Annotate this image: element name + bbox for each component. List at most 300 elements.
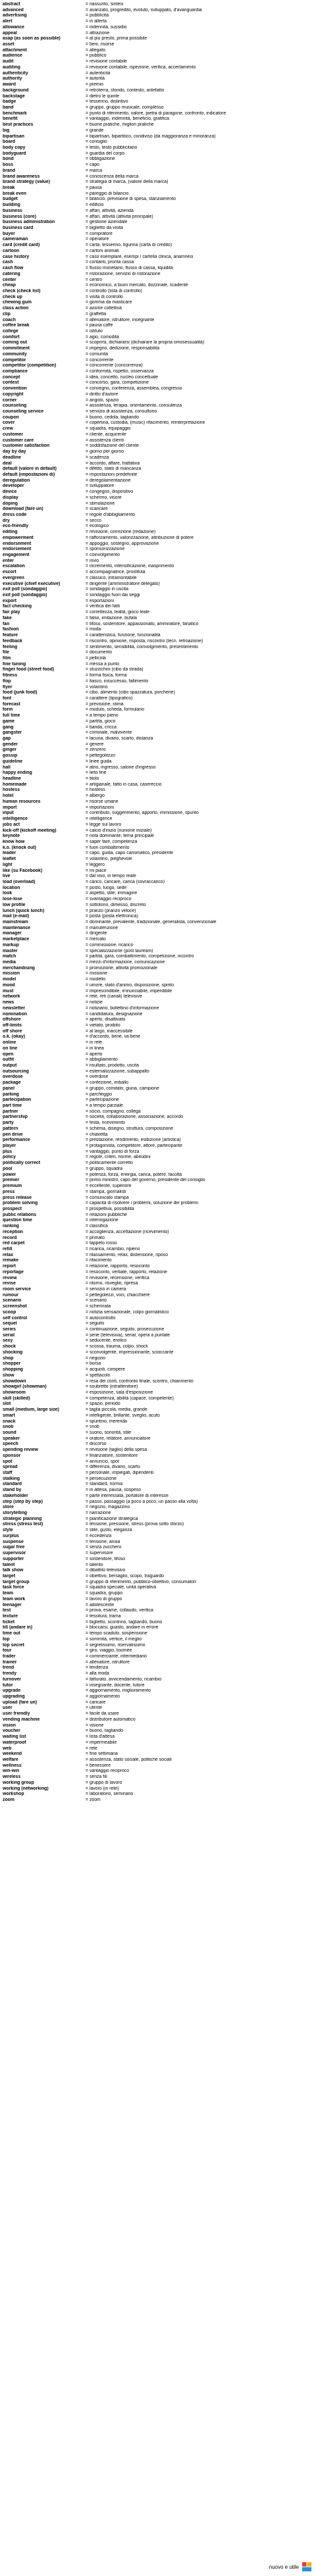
italian-translation: = pubblicità <box>86 13 109 18</box>
italian-translation: = schermata <box>86 1304 111 1309</box>
glossary-row <box>3 19 286 25</box>
italian-translation: = prestazione, rendimento, esibizione (artistica) <box>86 1138 181 1143</box>
glossary-row <box>3 1396 286 1402</box>
english-term: revise <box>3 1281 16 1286</box>
glossary-row <box>3 1563 286 1569</box>
english-term: upload (fare un) <box>3 1700 38 1705</box>
english-term: sugar free <box>3 1545 25 1550</box>
glossary-row <box>3 88 286 94</box>
glossary-row <box>3 742 286 748</box>
glossary-row <box>3 542 286 547</box>
italian-translation: = relazioni pubbliche <box>86 1212 128 1217</box>
english-term: smart <box>3 1413 15 1418</box>
italian-translation: = premio <box>86 82 104 88</box>
italian-translation: = al largo, inaccessibile <box>86 1028 133 1034</box>
glossary-row <box>3 36 286 42</box>
italian-translation: = attrazione <box>86 30 110 36</box>
glossary-row <box>3 1276 286 1282</box>
glossary-row <box>3 667 286 673</box>
english-term: audience <box>3 53 22 59</box>
italian-translation: = agio, comodità <box>86 334 119 340</box>
italian-translation: = vantaggio reciproco <box>86 1769 130 1774</box>
italian-translation: = resoconto, verbale, rapporto, relazione <box>86 1269 167 1275</box>
italian-translation: = sondaggio in uscita <box>86 587 128 592</box>
english-term: red carpet <box>3 1241 25 1246</box>
english-term: clip <box>3 311 11 316</box>
glossary-row <box>3 536 286 542</box>
english-term: look <box>3 891 13 896</box>
english-term: package <box>3 1080 21 1086</box>
glossary-row <box>3 220 286 226</box>
glossary-row <box>3 1580 286 1586</box>
italian-translation: = idea, concetto, nucleo concettuale <box>86 374 159 380</box>
glossary-row <box>3 920 286 926</box>
glossary-row <box>3 380 286 386</box>
italian-translation: = alla moda <box>86 1671 109 1677</box>
english-term: customer <box>3 432 24 437</box>
italian-translation: = commerciante, intermediario <box>86 1654 147 1659</box>
english-term: wireless <box>3 1775 21 1780</box>
english-term: player <box>3 1144 16 1149</box>
italian-translation: = allegato <box>86 47 106 53</box>
glossary-row <box>3 1648 286 1654</box>
english-term: budget <box>3 197 18 202</box>
italian-translation: = ricarica, ricambio, ripieno <box>86 1246 140 1251</box>
glossary-row <box>3 209 286 215</box>
glossary-row <box>3 1017 286 1023</box>
english-term: top secret <box>3 1642 24 1648</box>
italian-translation: = flusso monetario, flusso di cassa, liquidità <box>86 266 173 271</box>
italian-translation: = in rete <box>86 1040 103 1046</box>
glossary-row <box>3 1115 286 1121</box>
english-term: business (core) <box>3 214 36 219</box>
glossary-row <box>3 139 286 145</box>
english-term: headline <box>3 776 21 782</box>
glossary-row <box>3 1029 286 1035</box>
english-term: coming out <box>3 340 28 345</box>
italian-translation: = falso, imitazione, bufala <box>86 615 137 620</box>
glossary-row <box>3 461 286 467</box>
italian-translation: = capo <box>86 163 99 168</box>
italian-translation: = obbligazione <box>86 157 115 162</box>
italian-translation: = posta (posta elettronica) <box>86 914 138 919</box>
english-term: overdose <box>3 1074 23 1080</box>
glossary-row <box>3 966 286 972</box>
english-term: guideline <box>3 759 23 764</box>
italian-translation: = albergo <box>86 794 105 799</box>
glossary-row <box>3 633 286 639</box>
english-term: competitor (competition) <box>3 363 57 368</box>
english-term: exit poll (sondaggio) <box>3 593 47 598</box>
glossary-row <box>3 1264 286 1270</box>
english-term: bipartisan <box>3 134 24 139</box>
glossary-row <box>3 1356 286 1362</box>
glossary-row <box>3 403 286 409</box>
english-term: pool <box>3 1166 13 1171</box>
english-term: case history <box>3 254 30 259</box>
glossary-row <box>3 1769 286 1775</box>
english-term: leaflet <box>3 857 16 862</box>
glossary-row <box>3 1034 286 1040</box>
italian-translation: = controllo (lista di controllo) <box>86 288 142 293</box>
english-term: cameraman <box>3 237 28 242</box>
english-term: tour <box>3 1648 12 1654</box>
english-term: gossip <box>3 753 18 759</box>
english-term: skill (skilled) <box>3 1396 30 1401</box>
italian-translation: = taglia piccola, media, grande <box>86 1407 147 1413</box>
glossary-row <box>3 1603 286 1609</box>
italian-translation: = utente <box>86 1705 103 1711</box>
english-term: marketplace <box>3 937 30 942</box>
glossary-row <box>3 811 286 817</box>
glossary-row <box>3 1132 286 1138</box>
glossary-row <box>3 931 286 937</box>
english-term: supporter <box>3 1556 24 1561</box>
english-term: convention <box>3 386 27 391</box>
glossary-row <box>3 570 286 576</box>
glossary-row <box>3 639 286 645</box>
english-term: film <box>3 655 11 661</box>
italian-translation: = assistenza, stato sociale, politiche sociali <box>86 1757 172 1762</box>
glossary-row <box>3 1413 286 1419</box>
italian-translation: = soubrette (intrattenitore) <box>86 1384 138 1390</box>
english-term: review <box>3 1275 17 1280</box>
italian-translation: = overdose <box>86 1074 109 1080</box>
glossary-row <box>3 1660 286 1666</box>
italian-translation: = lista d'attesa <box>86 1734 115 1740</box>
italian-translation: = socio, compagno, collega <box>86 1109 141 1114</box>
glossary-row <box>3 1763 286 1769</box>
english-term: bodyguard <box>3 151 26 156</box>
glossary-row <box>3 266 286 272</box>
glossary-row <box>3 1448 286 1453</box>
english-term: test <box>3 1608 11 1613</box>
glossary-row <box>3 576 286 582</box>
glossary-row <box>3 1258 286 1264</box>
italian-translation: = aperto, disattivato <box>86 1017 126 1023</box>
english-term: screenshot <box>3 1304 27 1309</box>
glossary-row <box>3 1688 286 1694</box>
italian-translation: = sviluppatore <box>86 484 115 489</box>
italian-translation: = gruppo, gruppo musicale, complesso <box>86 105 164 110</box>
italian-translation: = gruppo, comitato, giuria, campione <box>86 1086 159 1091</box>
english-term: waterproof <box>3 1740 26 1745</box>
glossary-row <box>3 329 286 335</box>
english-term: check up <box>3 294 22 299</box>
italian-translation: = tesserino, distintivo <box>86 99 128 105</box>
italian-translation: = messa a punto <box>86 661 120 667</box>
english-term: default (valore in default) <box>3 467 57 472</box>
italian-translation: = sostenitore, tifoso <box>86 1556 125 1561</box>
glossary-row <box>3 1477 286 1482</box>
italian-translation: = volantino, pieghevole <box>86 857 132 862</box>
italian-translation: = politicamente corretto <box>86 1161 133 1166</box>
glossary-row <box>3 805 286 811</box>
glossary-row <box>3 954 286 960</box>
italian-translation: = schema, disegno, struttura, composizione <box>86 1126 174 1131</box>
english-term: feature <box>3 633 18 638</box>
english-term: export <box>3 598 17 603</box>
italian-translation: = banda, cricca <box>86 724 117 730</box>
english-term: contest <box>3 380 19 386</box>
glossary-row <box>3 960 286 966</box>
glossary-row <box>3 1327 286 1333</box>
italian-translation: = esternalizzazione, subappalto <box>86 1069 149 1074</box>
english-term: partnership <box>3 1115 28 1120</box>
glossary-row <box>3 673 286 679</box>
italian-translation: = appoggio, sostegno, approvazione <box>86 541 159 546</box>
english-term: board <box>3 139 16 145</box>
english-term: finger food (street food) <box>3 667 55 672</box>
english-term: flop <box>3 678 11 684</box>
glossary-row <box>3 455 286 461</box>
english-term: badge <box>3 99 16 105</box>
glossary-row <box>3 1281 286 1287</box>
english-term: k.o. (knock out) <box>3 845 36 850</box>
glossary-row <box>3 553 286 559</box>
english-term: low profile <box>3 902 26 907</box>
english-term: policy <box>3 1155 16 1160</box>
english-term: outfit <box>3 1057 14 1063</box>
italian-translation: = concorso, gara, competizione <box>86 380 149 386</box>
english-term: question time <box>3 1218 32 1223</box>
glossary-row <box>3 1012 286 1018</box>
glossary-row <box>3 1786 286 1792</box>
italian-translation: = zenzero <box>86 747 106 753</box>
glossary-row <box>3 2 286 8</box>
english-term: shop <box>3 1355 14 1361</box>
english-term: backstage <box>3 93 25 99</box>
italian-translation: = impegno, dedizione, responsabilità <box>86 346 160 351</box>
glossary-row <box>3 926 286 932</box>
italian-translation: = azione collettiva <box>86 306 122 311</box>
english-term: catering <box>3 271 20 276</box>
glossary-row <box>3 822 286 828</box>
english-term: shock <box>3 1344 16 1350</box>
italian-translation: = dibattito televisivo <box>86 1568 126 1573</box>
italian-translation: = dominante, prevalente, tradizionale, generalista, convenzionale <box>86 920 217 924</box>
glossary-row <box>3 1711 286 1717</box>
glossary-row <box>3 1184 286 1190</box>
italian-translation: = ristorazione, servizio di ristorazione <box>86 271 161 276</box>
english-term: award <box>3 82 16 88</box>
glossary-row <box>3 943 286 949</box>
glossary-row <box>3 1138 286 1144</box>
italian-translation: = primato <box>86 1235 105 1240</box>
english-term: report <box>3 1264 16 1269</box>
glossary-row <box>3 1092 286 1098</box>
english-term: prospect <box>3 1206 22 1211</box>
glossary-row <box>3 1551 286 1557</box>
glossary-row <box>3 1321 286 1327</box>
italian-translation: = seducente, erotico <box>86 1338 127 1344</box>
italian-translation: = ecologico <box>86 524 109 529</box>
italian-translation: = guardia del corpo <box>86 151 125 156</box>
english-term: off shore <box>3 1028 22 1034</box>
english-term: hostess <box>3 788 20 793</box>
glossary-row <box>3 1074 286 1080</box>
glossary-row <box>3 903 286 909</box>
italian-translation: = laboratorio, seminario <box>86 1792 134 1797</box>
glossary-row <box>3 656 286 662</box>
italian-translation: = servizio in camera <box>86 1287 126 1292</box>
italian-translation: = biglietto da visita <box>86 226 123 231</box>
glossary-row <box>3 1190 286 1196</box>
english-term: fine tuning <box>3 661 26 667</box>
english-term: boss <box>3 163 14 168</box>
english-term: exit poll (sondaggio) <box>3 587 47 592</box>
english-term: series <box>3 1327 16 1332</box>
english-term: file <box>3 650 9 655</box>
glossary-row <box>3 1488 286 1494</box>
english-term: style <box>3 1528 13 1533</box>
english-term: cartoon <box>3 248 20 253</box>
italian-translation: = strategia di marca, (valore della marca) <box>86 180 169 185</box>
english-term: break even <box>3 191 27 196</box>
english-term: staff <box>3 1471 13 1475</box>
english-term: buyer <box>3 231 15 236</box>
glossary-row <box>3 1798 286 1804</box>
glossary-row <box>3 524 286 530</box>
glossary-row <box>3 1000 286 1006</box>
italian-translation: = dirigente <box>86 931 107 936</box>
glossary-row <box>3 1350 286 1356</box>
english-term: cheap <box>3 283 16 288</box>
english-term: suspense <box>3 1539 24 1544</box>
english-term: like (su Facebook) <box>3 868 43 873</box>
glossary-row <box>3 983 286 989</box>
glossary-row <box>3 770 286 776</box>
glossary-row <box>3 128 286 134</box>
glossary-row <box>3 1218 286 1224</box>
glossary-row <box>3 1591 286 1597</box>
glossary-row <box>3 869 286 874</box>
italian-translation: = revisione contabile, ispezione, verifica, accertamento <box>86 64 196 70</box>
italian-translation: = tempo scaduto, sospensione <box>86 1631 147 1636</box>
italian-translation: = esposizione, sala d'esposizione <box>86 1390 153 1395</box>
glossary-row <box>3 122 286 128</box>
english-term: download (fare un) <box>3 507 43 512</box>
english-term: mission <box>3 971 20 976</box>
english-term: speaker <box>3 1436 20 1441</box>
italian-translation: = svantaggio reciproco <box>86 897 132 902</box>
glossary-row <box>3 1436 286 1442</box>
english-term: competitor <box>3 357 26 363</box>
glossary-row <box>3 386 286 392</box>
glossary-row <box>3 1545 286 1551</box>
glossary-row <box>3 1500 286 1505</box>
glossary-row <box>3 203 286 209</box>
english-term: weekend <box>3 1752 22 1757</box>
italian-translation: = affari, attività (attività principale) <box>86 214 153 219</box>
glossary-row <box>3 1419 286 1425</box>
glossary-row <box>3 679 286 685</box>
glossary-row <box>3 1459 286 1465</box>
italian-translation: = spazio, periodo <box>86 1402 120 1407</box>
glossary-row <box>3 719 286 725</box>
italian-translation: = deregolamentazione <box>86 478 131 483</box>
english-term: workshop <box>3 1792 24 1797</box>
english-term: device <box>3 490 17 495</box>
glossary-row <box>3 134 286 140</box>
english-term: trendy <box>3 1671 17 1677</box>
glossary-row <box>3 272 286 278</box>
english-term: asset <box>3 42 14 47</box>
italian-translation: = squadra speciale, unità operativa <box>86 1585 157 1590</box>
italian-translation: = accoglienza, accettazione (ricevimento) <box>86 1229 169 1234</box>
english-term: strategic planning <box>3 1516 42 1521</box>
italian-translation: = bloccarsi, guasto, andare in errore <box>86 1625 159 1630</box>
italian-translation: = correttezza, lealtà, gioco leale <box>86 610 150 615</box>
italian-translation: = continuazione, seguito, prosecuzione <box>86 1327 165 1332</box>
italian-translation: = dirigente (amministratore delegato) <box>86 581 160 586</box>
english-term: win-win <box>3 1769 20 1774</box>
english-term: output <box>3 1063 17 1068</box>
glossary-row <box>3 977 286 983</box>
english-term: hall <box>3 765 11 770</box>
glossary-row <box>3 1057 286 1063</box>
english-term: game <box>3 719 15 724</box>
glossary-row <box>3 1608 286 1614</box>
english-term: editing <box>3 530 18 535</box>
english-term: relax <box>3 1252 14 1257</box>
italian-translation: = assistenza, terapia, orientamento, consulenza <box>86 403 182 409</box>
italian-translation: = accordo, affare, trattativa <box>86 461 140 466</box>
english-term: on line <box>3 1046 18 1051</box>
italian-translation: = senza fili <box>86 1775 107 1780</box>
italian-translation: = eccellente, superiore <box>86 1184 132 1189</box>
italian-translation: = edificio <box>86 203 104 208</box>
english-term: happy ending <box>3 770 32 776</box>
italian-translation: = biglietto, scontrino, tagliando, buono <box>86 1619 163 1625</box>
glossary-row <box>3 1407 286 1413</box>
italian-translation: = sottotono, dimesso, discreto <box>86 902 146 907</box>
italian-translation: = manutenzione <box>86 925 118 930</box>
glossary-row <box>3 467 286 472</box>
english-term: dress code <box>3 512 27 517</box>
glossary-row <box>3 1625 286 1631</box>
italian-translation: = persecuzione <box>86 1476 117 1481</box>
english-term: keynote <box>3 834 20 839</box>
english-term: upgrade <box>3 1688 21 1694</box>
italian-translation: = secco <box>86 518 101 523</box>
english-term: master <box>3 948 18 953</box>
italian-translation: = visita di controllo <box>86 294 123 299</box>
italian-translation: = distributore automatico <box>86 1717 136 1722</box>
glossary-row <box>3 662 286 668</box>
italian-translation: = sommità, vertice, il meglio <box>86 1636 142 1642</box>
glossary-row <box>3 604 286 610</box>
glossary-row <box>3 1757 286 1763</box>
english-term: maintenance <box>3 925 31 930</box>
italian-translation: = suono, sonorità, stile <box>86 1430 132 1435</box>
english-term: markup <box>3 942 19 947</box>
english-term: refill <box>3 1246 13 1251</box>
glossary-row <box>3 174 286 180</box>
glossary-row <box>3 1213 286 1219</box>
italian-translation: = giorno per giorno <box>86 449 124 455</box>
english-term: know how <box>3 839 25 844</box>
glossary-row <box>3 1149 286 1155</box>
english-term: comfort <box>3 334 20 340</box>
italian-translation: = negozio <box>86 1355 106 1361</box>
english-term: fact checking <box>3 604 32 609</box>
italian-translation: = scadenza <box>86 455 109 460</box>
english-term: developer <box>3 484 24 489</box>
italian-translation: = operatore <box>86 237 109 242</box>
english-term: teenager <box>3 1602 22 1607</box>
english-term: showroom <box>3 1390 26 1395</box>
